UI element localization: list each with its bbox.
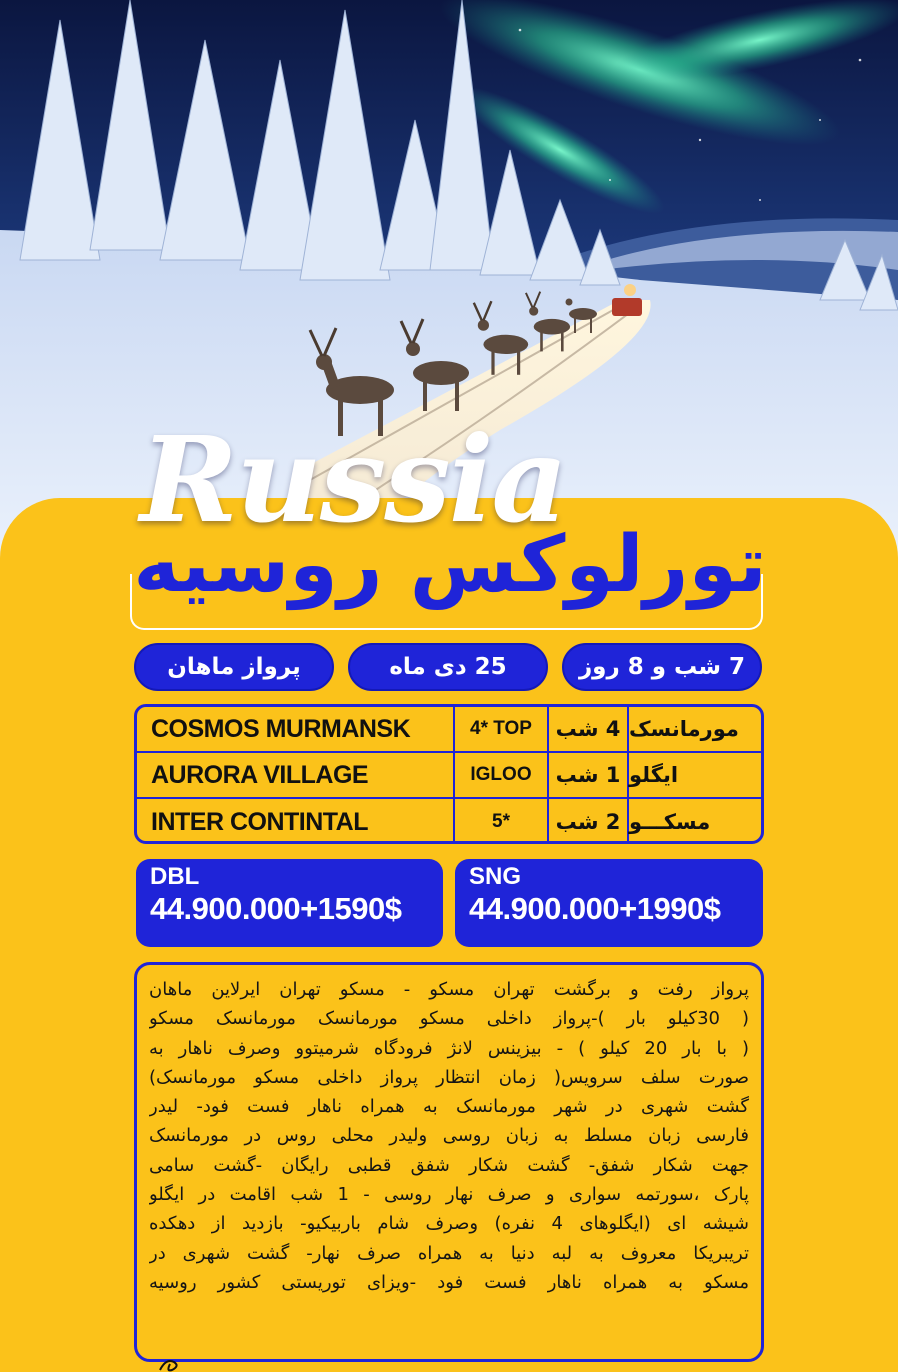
description-line: مسکو به همراه ناهار فست فود -ویزای توریستی کشور روسیه bbox=[149, 1271, 749, 1293]
table-row bbox=[137, 707, 761, 753]
page-title: تورلوکس روسیه bbox=[133, 520, 767, 610]
hotel-name: COSMOS MURMANSK bbox=[137, 707, 455, 751]
hotel-city: مورمانسک bbox=[629, 717, 739, 741]
hotel-nights: 2 شب bbox=[549, 799, 629, 844]
hotel-nights: 4 شب bbox=[549, 707, 629, 751]
description-line: فارسی زبان مسلط به زبان روسی ولیدر محلی روس در مورمانسک bbox=[149, 1125, 749, 1147]
description-line: گشت شهری در شهر مورمانسک به همراه ناهار فست فود- لیدر bbox=[149, 1096, 749, 1118]
hotel-table bbox=[134, 704, 764, 844]
hotel-nights: 1 شب bbox=[549, 753, 629, 797]
table-row bbox=[137, 799, 761, 844]
date-pill: 25 دی ماه bbox=[348, 643, 548, 691]
hotel-name: AURORA VILLAGE bbox=[137, 753, 455, 797]
hotel-city: ایگلو bbox=[629, 763, 679, 787]
description-line: شیشه ای (ایگلوهای 4 نفره) وصرف شام باربیکیو- بازدید از دهکده bbox=[149, 1213, 749, 1235]
hotel-stars: IGLOO bbox=[455, 753, 549, 797]
description-line: تریبریکا معروف به لبه دنیا به همراه صرف نهار- گشت شهری در bbox=[149, 1242, 749, 1264]
price-value: 44.900.000+1590$ bbox=[150, 891, 402, 926]
table-row bbox=[137, 753, 761, 799]
hotel-stars: 5* bbox=[455, 799, 549, 844]
hotel-city: مسکـــو bbox=[629, 810, 711, 834]
hotel-name: INTER CONTINTAL bbox=[137, 799, 455, 844]
hotel-stars: 4* TOP bbox=[455, 707, 549, 751]
description-line: ( با بار 20 کیلو ) - بیزینس لانژ فرودگاه شرمیتوو وصرف ناهار به bbox=[149, 1037, 749, 1059]
decorative-swirl-icon bbox=[156, 1350, 186, 1372]
price-card-dbl bbox=[136, 859, 443, 947]
price-value: 44.900.000+1990$ bbox=[469, 891, 721, 926]
duration-pill: 7 شب و 8 روز bbox=[562, 643, 762, 691]
description-line: صورت سلف سرویس( زمان انتظار پرواز داخلی مسکو مورمانسک) bbox=[149, 1066, 749, 1088]
description-line: پرواز رفت و برگشت تهران مسکو - مسکو تهران ایرلاین ماهان bbox=[149, 979, 749, 1000]
price-label: SNG bbox=[469, 863, 522, 890]
description-line: ( 30کیلو بار )-پرواز داخلی مسکو مورمانسک مورمانسک مسکو bbox=[149, 1008, 749, 1030]
description-line: جهت شکار شفق- گشت شکار شفق قطبی رایگان -گشت سامی bbox=[149, 1154, 749, 1176]
description-line: پارک ،سورتمه سواری و صرف نهار روسی - 1 شب اقامت در ایگلو bbox=[149, 1184, 749, 1206]
script-title: Russia bbox=[140, 410, 567, 549]
tour-description bbox=[134, 962, 764, 1362]
airline-pill: پرواز ماهان bbox=[134, 643, 334, 691]
price-label: DBL bbox=[150, 863, 200, 890]
price-card-sng bbox=[455, 859, 763, 947]
